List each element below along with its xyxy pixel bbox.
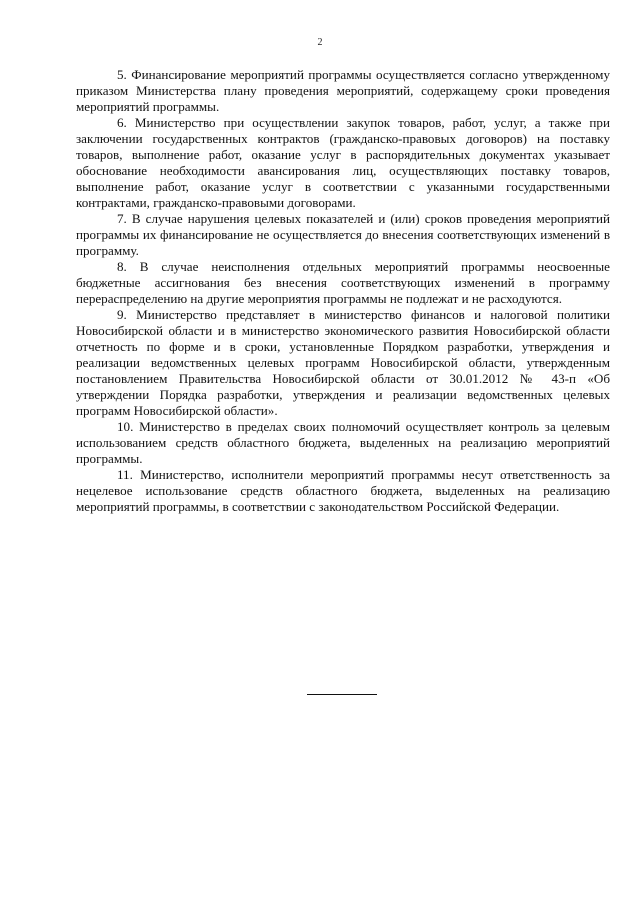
- paragraph-9: 9. Министерство представляет в министерство финансов и налоговой политики Новосибирской области и в министерство экономического развития Новосибирской области отчетность по форме и в сроки, установленные Порядком разработки, утверждения и реализации ведомственных целевых программ Новосибирской области, утвержденным постановлением Правительства Новосибирской области от 30.01.2012 № 43-п «Об утверждении Порядка разработки, утверждения и реализации ведомственных целевых программ Новосибирской области».: [76, 307, 610, 418]
- paragraph-11: 11. Министерство, исполнители мероприятий программы несут ответственность за нецелевое использование средств областного бюджета, выделенных на реализацию мероприятий программы, в соответствии с законодательством Российской Федерации.: [76, 467, 610, 514]
- document-body: [76, 67, 610, 515]
- paragraph-8: 8. В случае неисполнения отдельных мероприятий программы неосвоенные бюджетные ассигнования без внесения соответствующих изменений в программу перераспределению на другие мероприятия программы не подлежат и не расходуются.: [76, 259, 610, 306]
- end-of-document-rule: [307, 694, 377, 695]
- paragraph-5: 5. Финансирование мероприятий программы осуществляется согласно утвержденному приказом Министерства плану проведения мероприятий, содержащему сроки проведения мероприятий программы.: [76, 67, 610, 114]
- paragraph-10: 10. Министерство в пределах своих полномочий осуществляет контроль за целевым использованием средств областного бюджета, выделенных на реализацию мероприятий программы.: [76, 419, 610, 466]
- paragraph-6: 6. Министерство при осуществлении закупок товаров, работ, услуг, а также при заключении государственных контрактов (гражданско-правовых договоров) на поставку товаров, выполнение работ, оказание услуг в распорядительных документах указывает обоснование необходимости авансирования лиц, осуществляющих поставку товаров, выполнение работ, оказание услуг в соответствии с указанными государственными контрактами, гражданско-правовыми договорами.: [76, 115, 610, 210]
- page-number: 2: [317, 37, 323, 48]
- paragraph-7: 7. В случае нарушения целевых показателей и (или) сроков проведения мероприятий программы их финансирование не осуществляется до внесения соответствующих изменений в программу.: [76, 211, 610, 258]
